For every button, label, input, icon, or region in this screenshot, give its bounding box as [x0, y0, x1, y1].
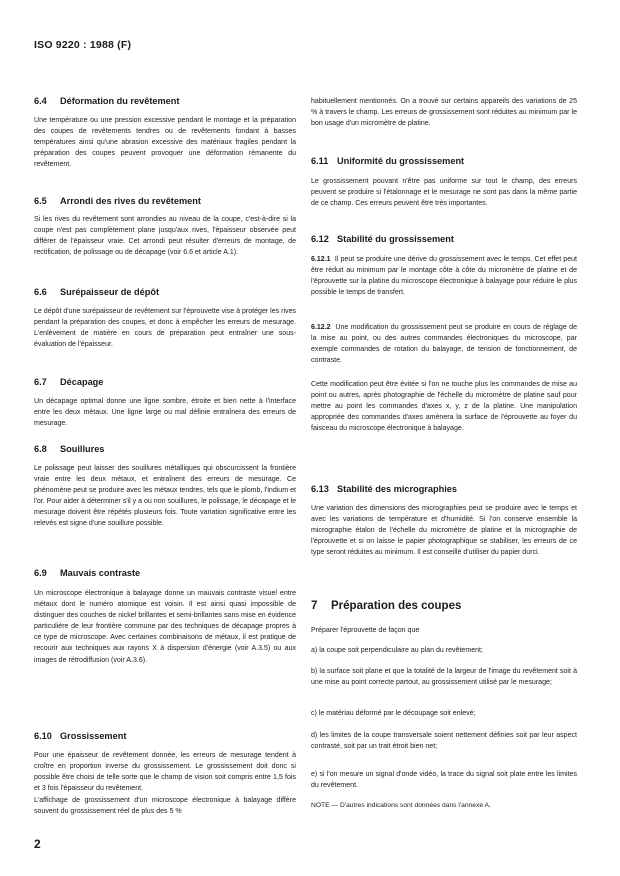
section-text-6-4: Une température ou une pression excessive pendant le montage et la préparation des coupes de revêtements tendres ou de revêtements fondant à basses températures ainsi qu'une abrasion excessive des matériaux fragiles pendant la préparation des coupes peuvent provoquer une déformation rémanente du revêtement. [34, 117, 296, 169]
list-item-a: a) la coupe soit perpendiculaire au plan du revêtement; [311, 647, 483, 654]
note: NOTE — D'autres indications sont données dans l'annexe A. [311, 802, 491, 809]
section-text-6-5: Si les rives du revêtement sont arrondies au niveau de la coupe, c'est-à-dire si la coupe n'est pas complètement plane jusqu'aux rives, l'épaisseur observée peut différer de l'épaisseur vraie. Cet arrondi peut résulter d'erreurs de montage, de rectification, de polissage ou de décapage (voir 6.6 et article A.1). [34, 216, 296, 257]
section-text-6-12-3: Cette modification peut être évitée si l'on ne touche plus les commandes de mise au point ou autres, après photographie de l'échelle du micromètre de platine sauf pour mettre au point les commandes d'axes x, y, z de la platine. Une manipulation appropriée des commandes d'axes amènera la surface de l'éprouvette au foyer du faisceau du microscope électronique à balayage. [311, 381, 577, 433]
section-text-6-12-1: 6.12.1 Il peut se produire une dérive du grossissement avec le temps. Cet effet peut être réduit au minimum par le montage côte à côte du micromètre de platine et de l'éprouvette sur la platine du microscope électronique à balayage pour réduire le plus possible le temps de transfert. [311, 256, 577, 297]
list-item-c: c) le matériau déformé par le découpage soit enlevé; [311, 710, 476, 717]
page-number: 2 [34, 837, 41, 851]
section-text-6-11: Le grossissement pouvant n'être pas uniforme sur tout le champ, des erreurs peuvent se produire si l'étalonnage et le mesurage ne sont pas dans la même partie de ce champ. Ces erreurs peuvent être très importantes. [311, 178, 577, 208]
section-intro-7: Préparer l'éprouvette de façon que [311, 627, 420, 634]
section-text-6-10-b: L'affichage de grossissement d'un microscope électronique à balayage diffère souvent du grossissement réel de plus des 5 % [34, 797, 296, 816]
section-text-6-6: Le dépôt d'une surépaisseur de revêtement sur l'éprouvette vise à protéger les rives pendant la préparation des coupes, et donc à empêcher les erreurs de mesurage. L'enlèvement de matière en cours de préparation peut entraîner une sous-évaluation de l'épaisseur. [34, 308, 297, 349]
list-item-e: e) si l'on mesure un signal d'onde vidéo, la trace du signal soit plate entre les limites du revêtement. [311, 771, 577, 790]
document-header: ISO 9220 : 1988 (F) [34, 39, 132, 51]
section-heading-6-8: 6.8 Souillures [34, 444, 105, 454]
section-text-6-10: Pour une épaisseur de revêtement donnée, les erreurs de mesurage tendent à croître en proportion inverse du grossissement. Le grossissement doit donc si possible être choisi de telle sorte que le champ de vision soit compris entre 1,5 fois et 3 fois l'épaisseur du revêtement. [34, 752, 296, 793]
list-item-d: d) les limites de la coupe transversale soient nettement définies soit par leur aspect contrasté, soit par un trait étroit bien net; [311, 732, 577, 751]
section-heading-6-12: 6.12 Stabilité du grossissement [311, 234, 454, 244]
section-text-6-9: Un microscope électronique à balayage donne un mauvais contraste visuel entre métaux dont le numéro atomique est voisin. Il est ainsi quasi impossible de distinguer des couches de nickel brillantes et semi-brillantes sans mise en évidence particulière de leur frontière commune par des techniques de décapage propres à ce type de microscope. Avec certaines combinaisons de métaux, il est pratique de recourir aux techniques aux rayons X à dispersion d'énergie (voir A.3.5) ou aux images de rétrodiffusion (voir A.3.6). [34, 590, 296, 664]
continued-text: habituellement mentionnés. On a trouvé sur certains appareils des variations de 25 % à travers le champ. Les erreurs de grossissement sont réduites au minimum par le bon usage d'un micromètre de platine. [311, 98, 577, 128]
section-text-6-7: Un décapage optimal donne une ligne sombre, étroite et bien nette à l'interface entre les deux métaux. Une ligne large ou mal définie entraînera des erreurs de mesurage. [34, 398, 296, 428]
section-text-6-8: Le polissage peut laisser des souillures métalliques qui obscurcissent la frontière vraie entre les deux métaux, et entraînent des erreurs de mesurage. Ce phénomène peut se produire avec les métaux tendres, tels que le plomb, l'indium et l'or. Pour aider à déterminer s'il y a ou non souillures, le polissage, le décapage et le mesurage doivent être répétés plusieurs fois. Toute variation significative entre les relevés est signe d'une souillure possible. [34, 465, 297, 528]
section-text-6-12-2: 6.12.2 Une modification du grossissement peut se produire en cours de réglage de la mise au point, ou des autres commandes électroniques du microscope, par exemple commandes de rotation du balayage, de tension de fonctionnement, de contraste. [311, 324, 577, 365]
section-heading-6-6: 6.6 Surépaisseur de dépôt [34, 287, 160, 297]
section-heading-6-5: 6.5 Arrondi des rives du revêtement [34, 196, 201, 206]
section-heading-7: 7 Préparation des coupes [311, 600, 462, 612]
section-text-6-13: Une variation des dimensions des micrographies peut se produire avec le temps et avec les variations de température et d'humidité. Si l'on conserve ensemble la micrographie étalon de l'échelle du micromètre de platine et la micrographie de l'éprouvette et si on laisse le papier photographique se stabiliser, les erreurs de ce type seront réduites au minimum. Il est conseillé d'utiliser du papier durci. [311, 505, 577, 557]
section-heading-6-11: 6.11 Uniformité du grossissement [311, 156, 465, 166]
section-heading-6-9: 6.9 Mauvais contraste [34, 568, 141, 578]
section-heading-6-4: 6.4 Déformation du revêtement [34, 96, 180, 106]
section-heading-6-10: 6.10 Grossissement [34, 731, 127, 741]
list-item-b: b) la surface soit plane et que la totalité de la largeur de l'image du revêtement soit à une mise au point correcte partout, au grossissement utilisé par le mesurage; [311, 668, 577, 687]
section-heading-6-13: 6.13 Stabilité des micrographies [311, 484, 457, 494]
section-heading-6-7: 6.7 Décapage [34, 377, 104, 387]
